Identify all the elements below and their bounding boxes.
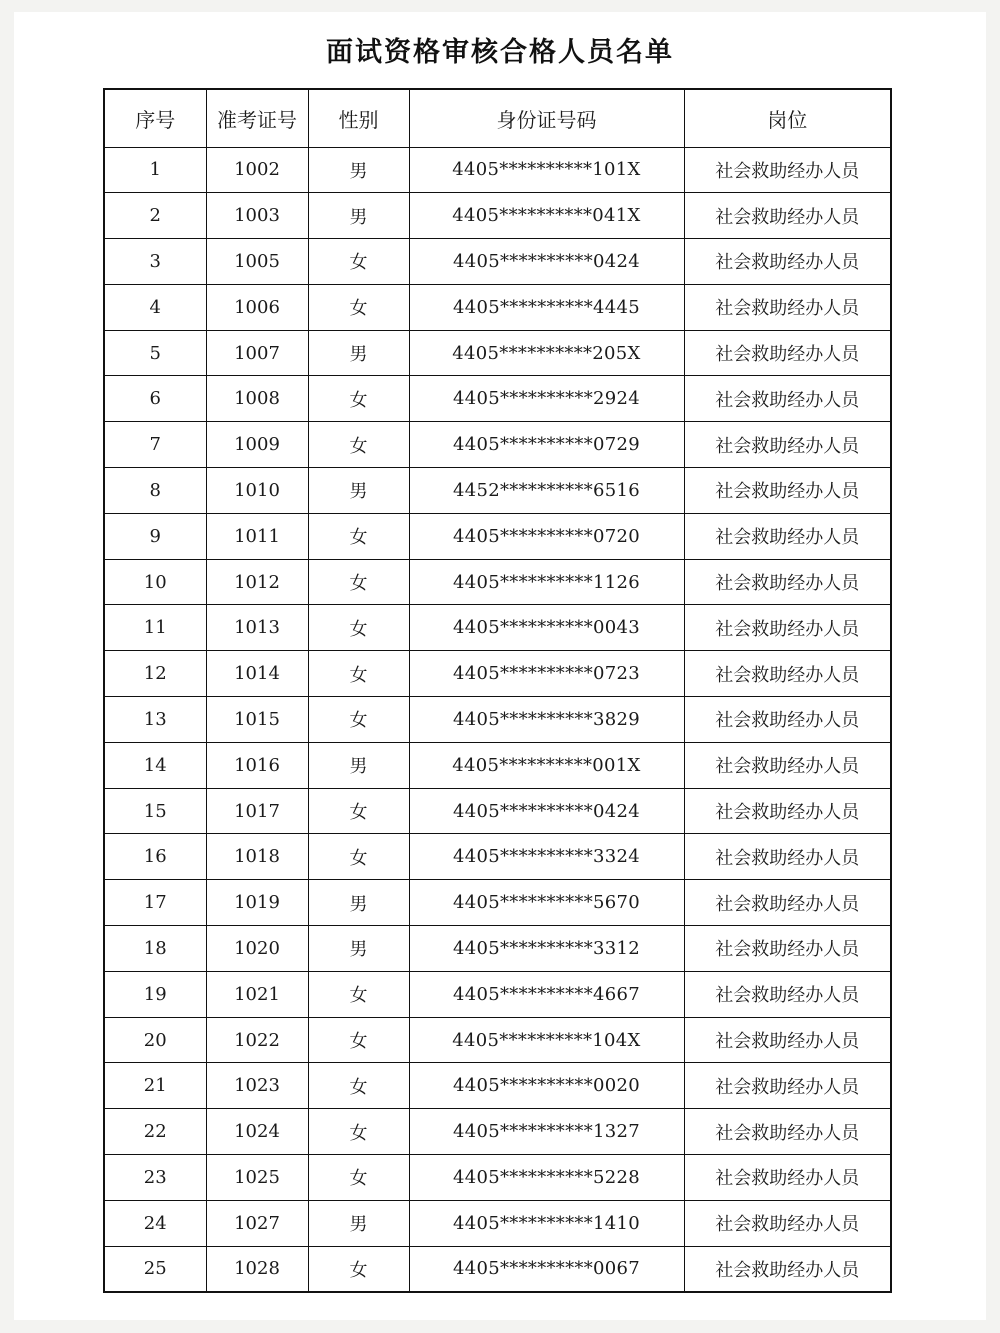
cell-id-number: 4405**********1126 — [409, 559, 684, 605]
cell-position: 社会救助经办人员 — [684, 880, 891, 926]
table-row — [104, 330, 891, 376]
cell-position: 社会救助经办人员 — [684, 422, 891, 468]
cell-exam-ticket-no: 1025 — [206, 1155, 308, 1201]
cell-id-number: 4405**********0729 — [409, 422, 684, 468]
cell-id-number: 4405**********2924 — [409, 376, 684, 422]
cell-position: 社会救助经办人员 — [684, 284, 891, 330]
cell-exam-ticket-no: 1019 — [206, 880, 308, 926]
document-title: 面试资格审核合格人员名单 — [326, 37, 674, 68]
cell-gender: 男 — [308, 147, 409, 193]
cell-gender: 女 — [308, 605, 409, 651]
cell-gender: 女 — [308, 1063, 409, 1109]
cell-position: 社会救助经办人员 — [684, 605, 891, 651]
table-header-row — [104, 89, 891, 147]
cell-serial-no: 24 — [104, 1200, 206, 1246]
cell-serial-no: 18 — [104, 926, 206, 972]
cell-position: 社会救助经办人员 — [684, 971, 891, 1017]
cell-exam-ticket-no: 1010 — [206, 468, 308, 514]
header-position: 岗位 — [684, 89, 891, 147]
header-gender: 性别 — [308, 89, 409, 147]
cell-serial-no: 11 — [104, 605, 206, 651]
cell-gender: 女 — [308, 559, 409, 605]
cell-id-number: 4405**********0043 — [409, 605, 684, 651]
cell-exam-ticket-no: 1007 — [206, 330, 308, 376]
cell-id-number: 4405**********3312 — [409, 926, 684, 972]
table-row — [104, 1017, 891, 1063]
cell-serial-no: 17 — [104, 880, 206, 926]
table-row — [104, 880, 891, 926]
cell-id-number: 4405**********3829 — [409, 697, 684, 743]
cell-serial-no: 23 — [104, 1155, 206, 1201]
header-id-number: 身份证号码 — [409, 89, 684, 147]
cell-exam-ticket-no: 1017 — [206, 788, 308, 834]
table-row — [104, 1246, 891, 1292]
cell-gender: 女 — [308, 651, 409, 697]
cell-id-number: 4405**********0424 — [409, 788, 684, 834]
cell-exam-ticket-no: 1023 — [206, 1063, 308, 1109]
cell-exam-ticket-no: 1009 — [206, 422, 308, 468]
table-row — [104, 422, 891, 468]
cell-id-number: 4405**********5670 — [409, 880, 684, 926]
cell-id-number: 4405**********101X — [409, 147, 684, 193]
cell-id-number: 4405**********0723 — [409, 651, 684, 697]
cell-id-number: 4452**********6516 — [409, 468, 684, 514]
cell-id-number: 4405**********5228 — [409, 1155, 684, 1201]
cell-position: 社会救助经办人员 — [684, 1200, 891, 1246]
table-row — [104, 193, 891, 239]
cell-gender: 女 — [308, 971, 409, 1017]
cell-serial-no: 9 — [104, 513, 206, 559]
cell-gender: 女 — [308, 697, 409, 743]
table-row — [104, 559, 891, 605]
cell-gender: 男 — [308, 1200, 409, 1246]
cell-gender: 女 — [308, 1155, 409, 1201]
cell-position: 社会救助经办人员 — [684, 147, 891, 193]
cell-serial-no: 15 — [104, 788, 206, 834]
cell-id-number: 4405**********3324 — [409, 834, 684, 880]
cell-exam-ticket-no: 1003 — [206, 193, 308, 239]
cell-gender: 男 — [308, 468, 409, 514]
cell-exam-ticket-no: 1011 — [206, 513, 308, 559]
cell-id-number: 4405**********0067 — [409, 1246, 684, 1292]
table-row — [104, 605, 891, 651]
cell-exam-ticket-no: 1028 — [206, 1246, 308, 1292]
cell-position: 社会救助经办人员 — [684, 559, 891, 605]
cell-exam-ticket-no: 1014 — [206, 651, 308, 697]
table-row — [104, 651, 891, 697]
cell-position: 社会救助经办人员 — [684, 697, 891, 743]
cell-position: 社会救助经办人员 — [684, 651, 891, 697]
cell-id-number: 4405**********1327 — [409, 1109, 684, 1155]
table-row — [104, 239, 891, 285]
table-row — [104, 376, 891, 422]
cell-serial-no: 21 — [104, 1063, 206, 1109]
cell-gender: 女 — [308, 1109, 409, 1155]
cell-id-number: 4405**********041X — [409, 193, 684, 239]
cell-exam-ticket-no: 1020 — [206, 926, 308, 972]
table-row — [104, 147, 891, 193]
table-row — [104, 1063, 891, 1109]
cell-gender: 女 — [308, 788, 409, 834]
cell-serial-no: 25 — [104, 1246, 206, 1292]
cell-gender: 男 — [308, 926, 409, 972]
cell-id-number: 4405**********1410 — [409, 1200, 684, 1246]
cell-serial-no: 13 — [104, 697, 206, 743]
cell-exam-ticket-no: 1022 — [206, 1017, 308, 1063]
cell-position: 社会救助经办人员 — [684, 1109, 891, 1155]
cell-id-number: 4405**********0720 — [409, 513, 684, 559]
cell-position: 社会救助经办人员 — [684, 468, 891, 514]
cell-exam-ticket-no: 1021 — [206, 971, 308, 1017]
cell-id-number: 4405**********0424 — [409, 239, 684, 285]
cell-serial-no: 7 — [104, 422, 206, 468]
table-row — [104, 1109, 891, 1155]
header-serial-no: 序号 — [104, 89, 206, 147]
table-row — [104, 926, 891, 972]
cell-position: 社会救助经办人员 — [684, 1155, 891, 1201]
table-row — [104, 697, 891, 743]
cell-serial-no: 14 — [104, 742, 206, 788]
cell-position: 社会救助经办人员 — [684, 1246, 891, 1292]
qualified-candidates-table — [103, 88, 892, 1293]
cell-gender: 男 — [308, 742, 409, 788]
cell-gender: 女 — [308, 1017, 409, 1063]
cell-position: 社会救助经办人员 — [684, 788, 891, 834]
cell-gender: 男 — [308, 193, 409, 239]
cell-serial-no: 10 — [104, 559, 206, 605]
cell-exam-ticket-no: 1008 — [206, 376, 308, 422]
cell-serial-no: 6 — [104, 376, 206, 422]
cell-serial-no: 20 — [104, 1017, 206, 1063]
cell-exam-ticket-no: 1012 — [206, 559, 308, 605]
cell-exam-ticket-no: 1005 — [206, 239, 308, 285]
cell-exam-ticket-no: 1018 — [206, 834, 308, 880]
cell-exam-ticket-no: 1015 — [206, 697, 308, 743]
cell-serial-no: 16 — [104, 834, 206, 880]
cell-gender: 女 — [308, 1246, 409, 1292]
table-row — [104, 1155, 891, 1201]
cell-gender: 女 — [308, 422, 409, 468]
cell-gender: 女 — [308, 239, 409, 285]
cell-position: 社会救助经办人员 — [684, 513, 891, 559]
cell-position: 社会救助经办人员 — [684, 1063, 891, 1109]
cell-position: 社会救助经办人员 — [684, 1017, 891, 1063]
cell-gender: 女 — [308, 513, 409, 559]
cell-gender: 女 — [308, 834, 409, 880]
cell-id-number: 4405**********001X — [409, 742, 684, 788]
cell-id-number: 4405**********4445 — [409, 284, 684, 330]
table-body — [104, 147, 891, 1292]
table-row — [104, 284, 891, 330]
table-row — [104, 742, 891, 788]
cell-exam-ticket-no: 1002 — [206, 147, 308, 193]
cell-position: 社会救助经办人员 — [684, 834, 891, 880]
cell-serial-no: 3 — [104, 239, 206, 285]
cell-id-number: 4405**********104X — [409, 1017, 684, 1063]
cell-gender: 女 — [308, 376, 409, 422]
cell-serial-no: 8 — [104, 468, 206, 514]
cell-serial-no: 19 — [104, 971, 206, 1017]
cell-serial-no: 2 — [104, 193, 206, 239]
cell-exam-ticket-no: 1024 — [206, 1109, 308, 1155]
cell-position: 社会救助经办人员 — [684, 376, 891, 422]
cell-position: 社会救助经办人员 — [684, 926, 891, 972]
cell-gender: 女 — [308, 284, 409, 330]
cell-serial-no: 12 — [104, 651, 206, 697]
table-row — [104, 788, 891, 834]
cell-serial-no: 4 — [104, 284, 206, 330]
table-row — [104, 834, 891, 880]
cell-exam-ticket-no: 1013 — [206, 605, 308, 651]
cell-gender: 男 — [308, 880, 409, 926]
cell-serial-no: 1 — [104, 147, 206, 193]
table-row — [104, 971, 891, 1017]
cell-exam-ticket-no: 1016 — [206, 742, 308, 788]
cell-exam-ticket-no: 1006 — [206, 284, 308, 330]
cell-id-number: 4405**********0020 — [409, 1063, 684, 1109]
cell-id-number: 4405**********4667 — [409, 971, 684, 1017]
table-row — [104, 1200, 891, 1246]
cell-serial-no: 22 — [104, 1109, 206, 1155]
cell-position: 社会救助经办人员 — [684, 239, 891, 285]
cell-exam-ticket-no: 1027 — [206, 1200, 308, 1246]
cell-position: 社会救助经办人员 — [684, 193, 891, 239]
cell-gender: 男 — [308, 330, 409, 376]
cell-position: 社会救助经办人员 — [684, 330, 891, 376]
table-row — [104, 468, 891, 514]
cell-position: 社会救助经办人员 — [684, 742, 891, 788]
header-exam-ticket-no: 准考证号 — [206, 89, 308, 147]
cell-serial-no: 5 — [104, 330, 206, 376]
cell-id-number: 4405**********205X — [409, 330, 684, 376]
table-row — [104, 513, 891, 559]
